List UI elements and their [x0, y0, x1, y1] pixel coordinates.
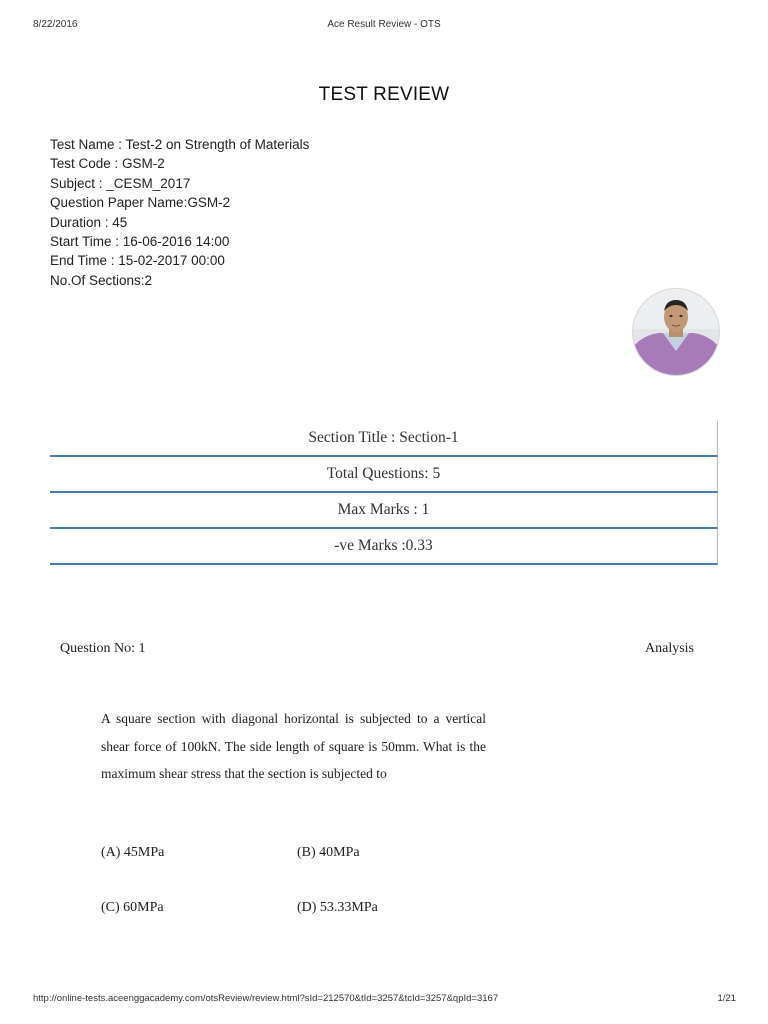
page-title: TEST REVIEW: [318, 84, 450, 105]
subject: Subject : _CESM_2017: [50, 175, 191, 191]
max-marks: Max Marks : 1: [50, 493, 718, 529]
test-info: [50, 135, 309, 290]
question-text: A square section with diagonal horizontal is subjected to a vertical shear force of 100kN. The side length of square is 50mm. What is the maximum shear stress that the section is subjected to: [101, 711, 486, 781]
question-paper-name: Question Paper Name:GSM-2: [50, 195, 231, 211]
print-page-title: Ace Result Review - OTS: [327, 19, 441, 30]
test-name: Test Name : Test-2 on Strength of Materials: [50, 137, 310, 152]
analysis-link[interactable]: Analysis: [645, 641, 694, 656]
start-time: Start Time : 16-06-2016 14:00: [50, 234, 230, 250]
option-c[interactable]: (C) 60MPa: [101, 900, 164, 915]
test-code: Test Code : GSM-2: [50, 156, 165, 172]
duration: Duration : 45: [50, 214, 128, 230]
total-questions: Total Questions: 5: [50, 457, 718, 493]
number-of-sections: No.Of Sections:2: [50, 272, 153, 288]
section-title: Section Title : Section-1: [50, 421, 718, 457]
print-page-number: 1/21: [717, 993, 736, 1004]
option-b[interactable]: (B) 40MPa: [297, 845, 360, 860]
user-photo-avatar: [633, 289, 719, 375]
option-d[interactable]: (D) 53.33MPa: [297, 900, 378, 915]
option-a[interactable]: (A) 45MPa: [101, 845, 165, 860]
question-number: Question No: 1: [60, 641, 146, 656]
person-photo-icon: [633, 289, 719, 375]
print-url: http://online-tests.aceenggacademy.com/otsReview/review.html?sId=212570&tId=3257&tcId=3257&qpId=3167: [33, 993, 499, 1004]
section-summary-table: [50, 421, 718, 565]
end-time: End Time : 15-02-2017 00:00: [50, 253, 225, 269]
print-date: 8/22/2016: [33, 19, 78, 30]
negative-marks: -ve Marks :0.33: [50, 529, 718, 565]
